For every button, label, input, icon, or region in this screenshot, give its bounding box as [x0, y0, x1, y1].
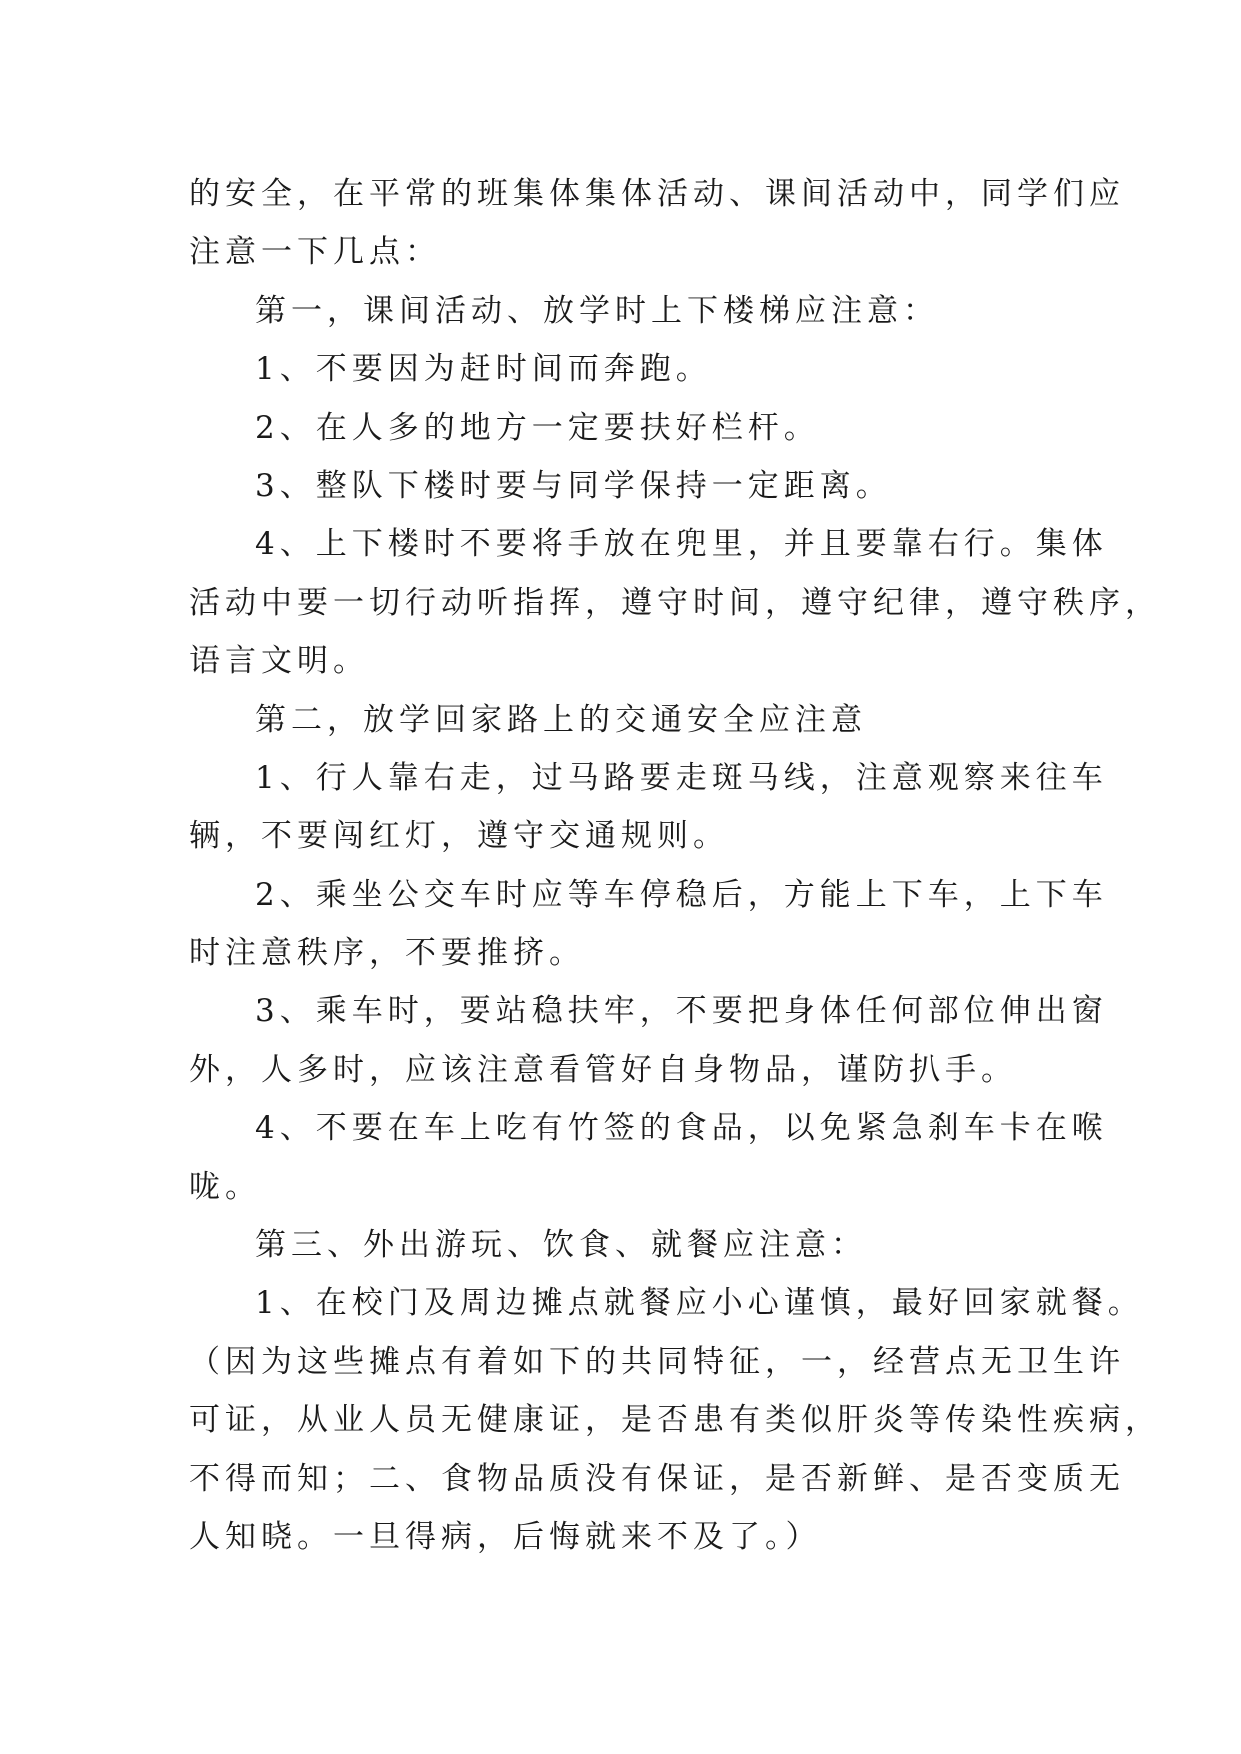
text-line: 的安全，在平常的班集体集体活动、课间活动中，同学们应 [189, 176, 1125, 212]
text-line: 时注意秩序，不要推挤。 [189, 935, 585, 972]
list-item: 1、在校门及周边摊点就餐应小心谨慎，最好回家就餐。 [255, 1285, 1144, 1322]
list-item: 4、上下楼时不要将手放在兜里，并且要靠右行。集体 [255, 526, 1108, 563]
text-line: 不得而知；二、食物品质没有保证，是否新鲜、是否变质无 [189, 1460, 1125, 1497]
list-item: 2、在人多的地方一定要扶好栏杆。 [255, 409, 820, 446]
list-item: 4、不要在车上吃有竹签的食品，以免紧急刹车卡在喉 [255, 1110, 1108, 1147]
text-line: 活动中要一切行动听指挥，遵守时间，遵守纪律，遵守秩序， [189, 584, 1161, 621]
text-line: 咙。 [189, 1168, 261, 1205]
text-line: 外，人多时，应该注意看管好自身物品，谨防扒手。 [189, 1051, 1017, 1088]
list-item: 3、乘车时，要站稳扶牢，不要把身体任何部位伸出窗 [255, 993, 1108, 1030]
section-heading: 第一，课间活动、放学时上下楼梯应注意： [255, 292, 939, 329]
text-line: 辆，不要闯红灯，遵守交通规则。 [189, 818, 729, 855]
text-line: （因为这些摊点有着如下的共同特征，一，经营点无卫生许 [189, 1343, 1125, 1380]
list-item: 3、整队下楼时要与同学保持一定距离。 [255, 467, 892, 504]
section-heading: 第二，放学回家路上的交通安全应注意 [255, 701, 867, 738]
list-item: 1、行人靠右走，过马路要走斑马线，注意观察来往车 [255, 759, 1108, 796]
section-heading: 第三、外出游玩、饮食、就餐应注意： [255, 1227, 867, 1264]
list-item: 1、不要因为赶时间而奔跑。 [255, 351, 712, 388]
text-line: 语言文明。 [189, 643, 369, 680]
body-text [189, 165, 1161, 1566]
text-line: 人知晓。一旦得病，后悔就来不及了。） [189, 1518, 822, 1555]
text-line: 注意一下几点： [189, 234, 441, 271]
list-item: 2、乘坐公交车时应等车停稳后，方能上下车，上下车 [255, 876, 1108, 913]
text-line: 可证，从业人员无健康证，是否患有类似肝炎等传染性疾病， [189, 1402, 1161, 1439]
